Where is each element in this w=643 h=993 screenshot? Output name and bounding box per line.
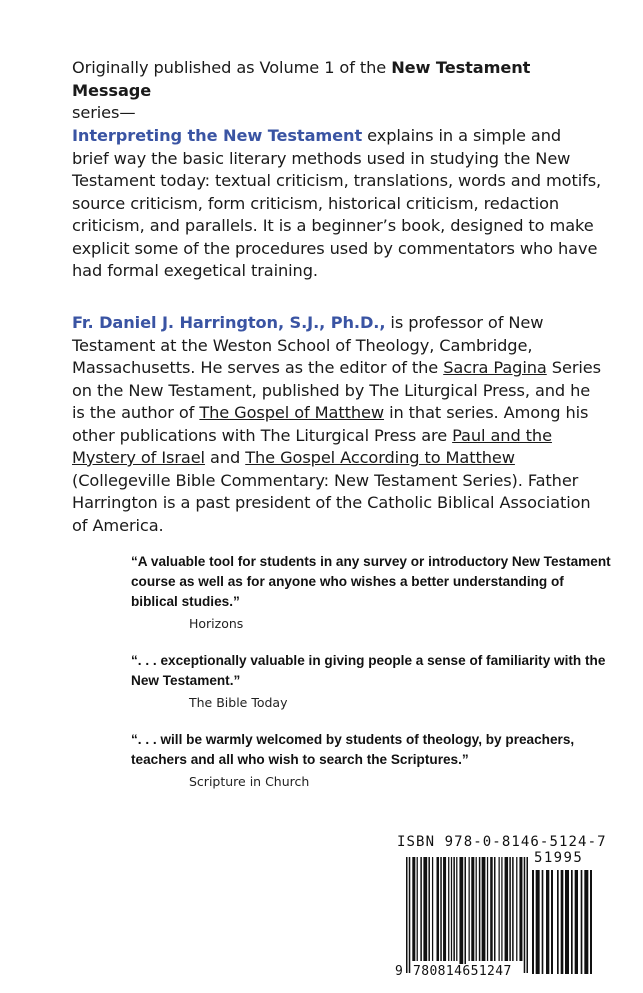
- barcode-bar: [437, 857, 440, 961]
- description-text: explains in a simple and brief way the basic literary methods used in studying the New Testament today: textual criticism, translations, words and motifs, source criticism, form criticism, historical criticism, redaction criticism, and parallels. It is a beginner’s book, designed to make explicit some of the procedures used by commentators who have had formal exegetical training.: [72, 126, 602, 280]
- barcode-bar: [524, 857, 526, 973]
- barcode-bar: [575, 870, 578, 974]
- barcode-bar: [406, 857, 408, 973]
- author-name: Fr. Daniel J. Harrington, S.J., Ph.D.,: [72, 313, 386, 332]
- barcode-bar: [469, 857, 470, 961]
- barcode-bar: [590, 870, 592, 974]
- barcode-bar: [565, 870, 569, 974]
- review-quote: [131, 651, 611, 712]
- barcode-bar: [451, 857, 452, 961]
- barcode-bar: [509, 857, 511, 961]
- barcode-bar: [440, 857, 442, 961]
- book-title: Interpreting the New Testament: [72, 126, 363, 145]
- author-text-1: is professor of New Testament at the Weston School of Theology, Cambridge, Massachusetts. He serves as the editor of the: [72, 313, 544, 377]
- author-text-5: (Collegeville Bible Commentary: New Testament Series). Father Harrington is a past president of the Catholic Biblical Association of America.: [72, 470, 591, 535]
- barcode-bar: [423, 857, 427, 961]
- barcode-bar: [432, 857, 433, 961]
- barcode-bar: [482, 857, 486, 961]
- ean-digits: 780814651247: [413, 964, 512, 979]
- barcode-bar: [584, 870, 588, 974]
- barcode-bar: [409, 857, 411, 973]
- barcode-bar: [551, 870, 553, 974]
- barcode-bar: [443, 857, 446, 961]
- quote-source: The Bible Today: [189, 695, 288, 710]
- author-text-4: and: [204, 448, 246, 467]
- barcode-bar: [456, 857, 457, 961]
- intro-prefix: Originally published as Volume 1 of the: [72, 58, 392, 77]
- review-quote: [131, 730, 611, 791]
- barcode-bar: [512, 857, 514, 961]
- barcode-bar: [526, 857, 528, 973]
- author-text-2: Series on the New Testament, published by The Liturgical Press, and he is the author of: [72, 358, 601, 422]
- barcode-bar: [476, 857, 477, 961]
- barcode-bar: [516, 857, 517, 961]
- series-title: Sacra Pagina: [443, 358, 547, 377]
- barcode-bar: [557, 870, 559, 974]
- series-name: New Testament Message: [72, 58, 531, 100]
- ean-first-digit: 9: [395, 964, 403, 979]
- author-paragraph: [72, 312, 602, 537]
- barcode-bar: [532, 870, 534, 974]
- barcode-bar: [479, 857, 481, 961]
- book-title-1: The Gospel of Matthew: [199, 403, 385, 422]
- quote-source: Scripture in Church: [189, 774, 310, 789]
- barcode-bar: [505, 857, 509, 961]
- barcode-bar: [459, 857, 463, 973]
- barcode-bar: [546, 870, 549, 974]
- isbn-barcode: [394, 834, 620, 984]
- barcode-bar: [490, 857, 493, 961]
- barcode-bar: [464, 857, 466, 973]
- price-addon-number: 51995: [534, 850, 584, 866]
- book-title-2: Paul and the Mystery of Israel: [72, 425, 552, 467]
- barcode-bar: [412, 857, 415, 961]
- barcode-bar: [536, 870, 540, 974]
- barcode-bar: [494, 857, 496, 961]
- ean-barcode-bars: [406, 857, 528, 973]
- author-text-3: in that series. Among his other publications with The Liturgical Press are: [72, 403, 589, 445]
- quote-text: “A valuable tool for students in any survey or introductory New Testament course as well as for anyone who wishes a better understanding of biblical studies.”: [131, 554, 611, 609]
- barcode-bar: [501, 857, 502, 961]
- barcode-bar: [542, 870, 544, 974]
- barcode-bar: [487, 857, 488, 961]
- barcode-bar: [448, 857, 449, 961]
- intro-paragraph: [72, 57, 602, 125]
- intro-suffix: series—: [72, 103, 136, 122]
- isbn-number: ISBN 978-0-8146-5124-7: [397, 834, 607, 850]
- review-quote: [131, 552, 611, 633]
- book-title-3: The Gospel According to Matthew: [245, 448, 515, 467]
- barcode-bar: [571, 870, 573, 974]
- description-paragraph: [72, 125, 602, 283]
- barcode-bar: [581, 870, 583, 974]
- barcode-bar: [420, 857, 422, 961]
- barcode-bar: [499, 857, 500, 961]
- barcode-bar: [561, 870, 564, 974]
- quote-text: “. . . exceptionally valuable in giving people a sense of familiarity with the New Testament.”: [131, 653, 606, 688]
- quote-source: Horizons: [189, 616, 244, 631]
- barcode-bar: [417, 857, 418, 961]
- addon-barcode-bars: [532, 870, 592, 974]
- barcode-bar: [453, 857, 455, 961]
- barcode-bar: [428, 857, 430, 961]
- review-quotes: [131, 552, 611, 809]
- barcode-bar: [471, 857, 474, 961]
- barcode-bar: [519, 857, 522, 961]
- quote-text: “. . . will be warmly welcomed by students of theology, by preachers, teachers and all who wish to search the Scriptures.”: [131, 732, 575, 767]
